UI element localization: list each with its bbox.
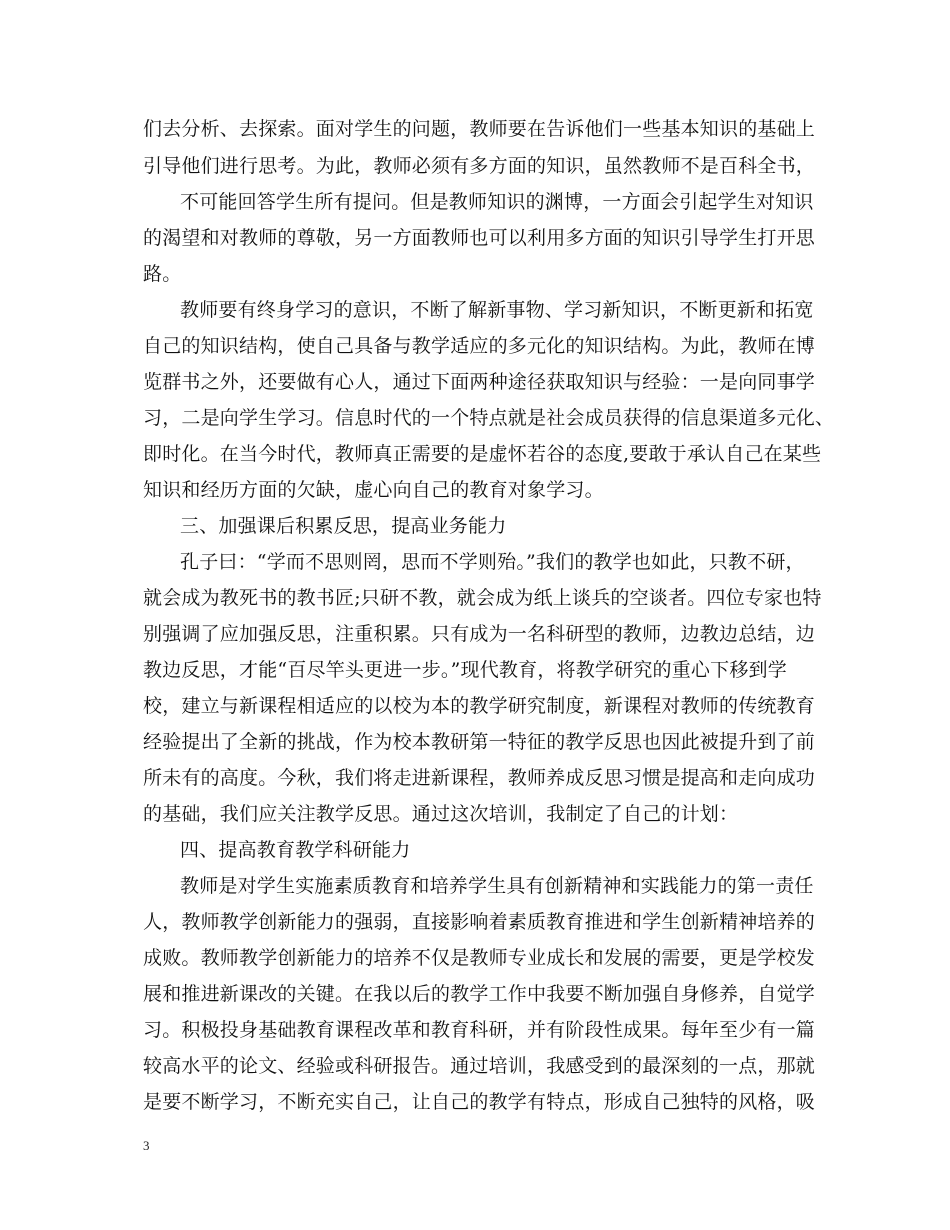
page-number: 3 [143, 1138, 150, 1153]
text-line: 教边反思，才能“百尽竿头更进一步。”现代教育，将教学研究的重心下移到学 [143, 659, 787, 681]
text-line: 经验提出了全新的挑战，作为校本教研第一特征的教学反思也因此被提升到了前 [143, 731, 816, 753]
text-line: 教师是对学生实施素质教育和培养学生具有创新精神和实践能力的第一责任 [180, 875, 814, 897]
text-line: 引导他们进行思考。为此，教师必须有多方面的知识，虽然教师不是百科全书， [143, 155, 816, 177]
text-line: 的渴望和对教师的尊敬，另一方面教师也可以利用多方面的知识引导学生打开思 [143, 227, 816, 249]
text-line: 即时化。在当今时代，教师真正需要的是虚怀若谷的态度,要敢于承认自己在某些 [143, 443, 822, 465]
text-line: 教师要有终身学习的意识，不断了解新事物、学习新知识，不断更新和拓宽 [180, 299, 814, 321]
text-line: 览群书之外，还要做有心人，通过下面两种途径获取知识与经验：一是向同事学 [143, 371, 816, 393]
text-line: 人，教师教学创新能力的强弱，直接影响着素质教育推进和学生创新精神培养的 [143, 911, 816, 933]
text-line: 不可能回答学生所有提问。但是教师知识的渊博，一方面会引起学生对知识 [180, 191, 814, 213]
text-line: 们去分析、去探索。面对学生的问题，教师要在告诉他们一些基本知识的基础上 [143, 118, 816, 140]
text-line: 知识和经历方面的欠缺，虚心向自己的教育对象学习。 [143, 479, 604, 501]
text-line: 是要不断学习，不断充实自己，让自己的教学有特点，形成自己独特的风格，吸 [143, 1091, 816, 1113]
text-line: 成败。教师教学创新能力的培养不仅是教师专业成长和发展的需要，更是学校发 [143, 947, 816, 969]
section-heading: 三、加强课后积累反思，提高业务能力 [180, 515, 507, 537]
text-line: 习。积极投身基础教育课程改革和教育科研，并有阶段性成果。每年至少有一篇 [143, 1019, 816, 1041]
section-heading: 四、提高教育教学科研能力 [180, 839, 411, 861]
text-line: 的基础，我们应关注教学反思。通过这次培训，我制定了自己的计划： [143, 803, 739, 825]
text-line: 习，二是向学生学习。信息时代的一个特点就是社会成员获得的信息渠道多元化、 [143, 407, 835, 429]
text-line: 孔子曰：“学而不思则罔，思而不学则殆。”我们的教学也如此，只教不研， [180, 551, 805, 573]
text-line: 别强调了应加强反思，注重积累。只有成为一名科研型的教师，边教边总结，边 [143, 623, 816, 645]
text-line: 校，建立与新课程相适应的以校为本的教学研究制度，新课程对教师的传统教育 [143, 695, 816, 717]
text-line: 路。 [143, 263, 182, 285]
text-line: 展和推进新课改的关键。在我以后的教学工作中我要不断加强自身修养，自觉学 [143, 983, 816, 1005]
text-line: 自己的知识结构，使自己具备与教学适应的多元化的知识结构。为此，教师在博 [143, 335, 816, 357]
text-line: 所未有的高度。今秋，我们将走进新课程，教师养成反思习惯是提高和走向成功 [143, 767, 816, 789]
text-line: 较高水平的论文、经验或科研报告。通过培训，我感受到的最深刻的一点，那就 [143, 1055, 816, 1077]
text-line: 就会成为教死书的教书匠;只研不教，就会成为纸上谈兵的空谈者。四位专家也特 [143, 587, 822, 609]
